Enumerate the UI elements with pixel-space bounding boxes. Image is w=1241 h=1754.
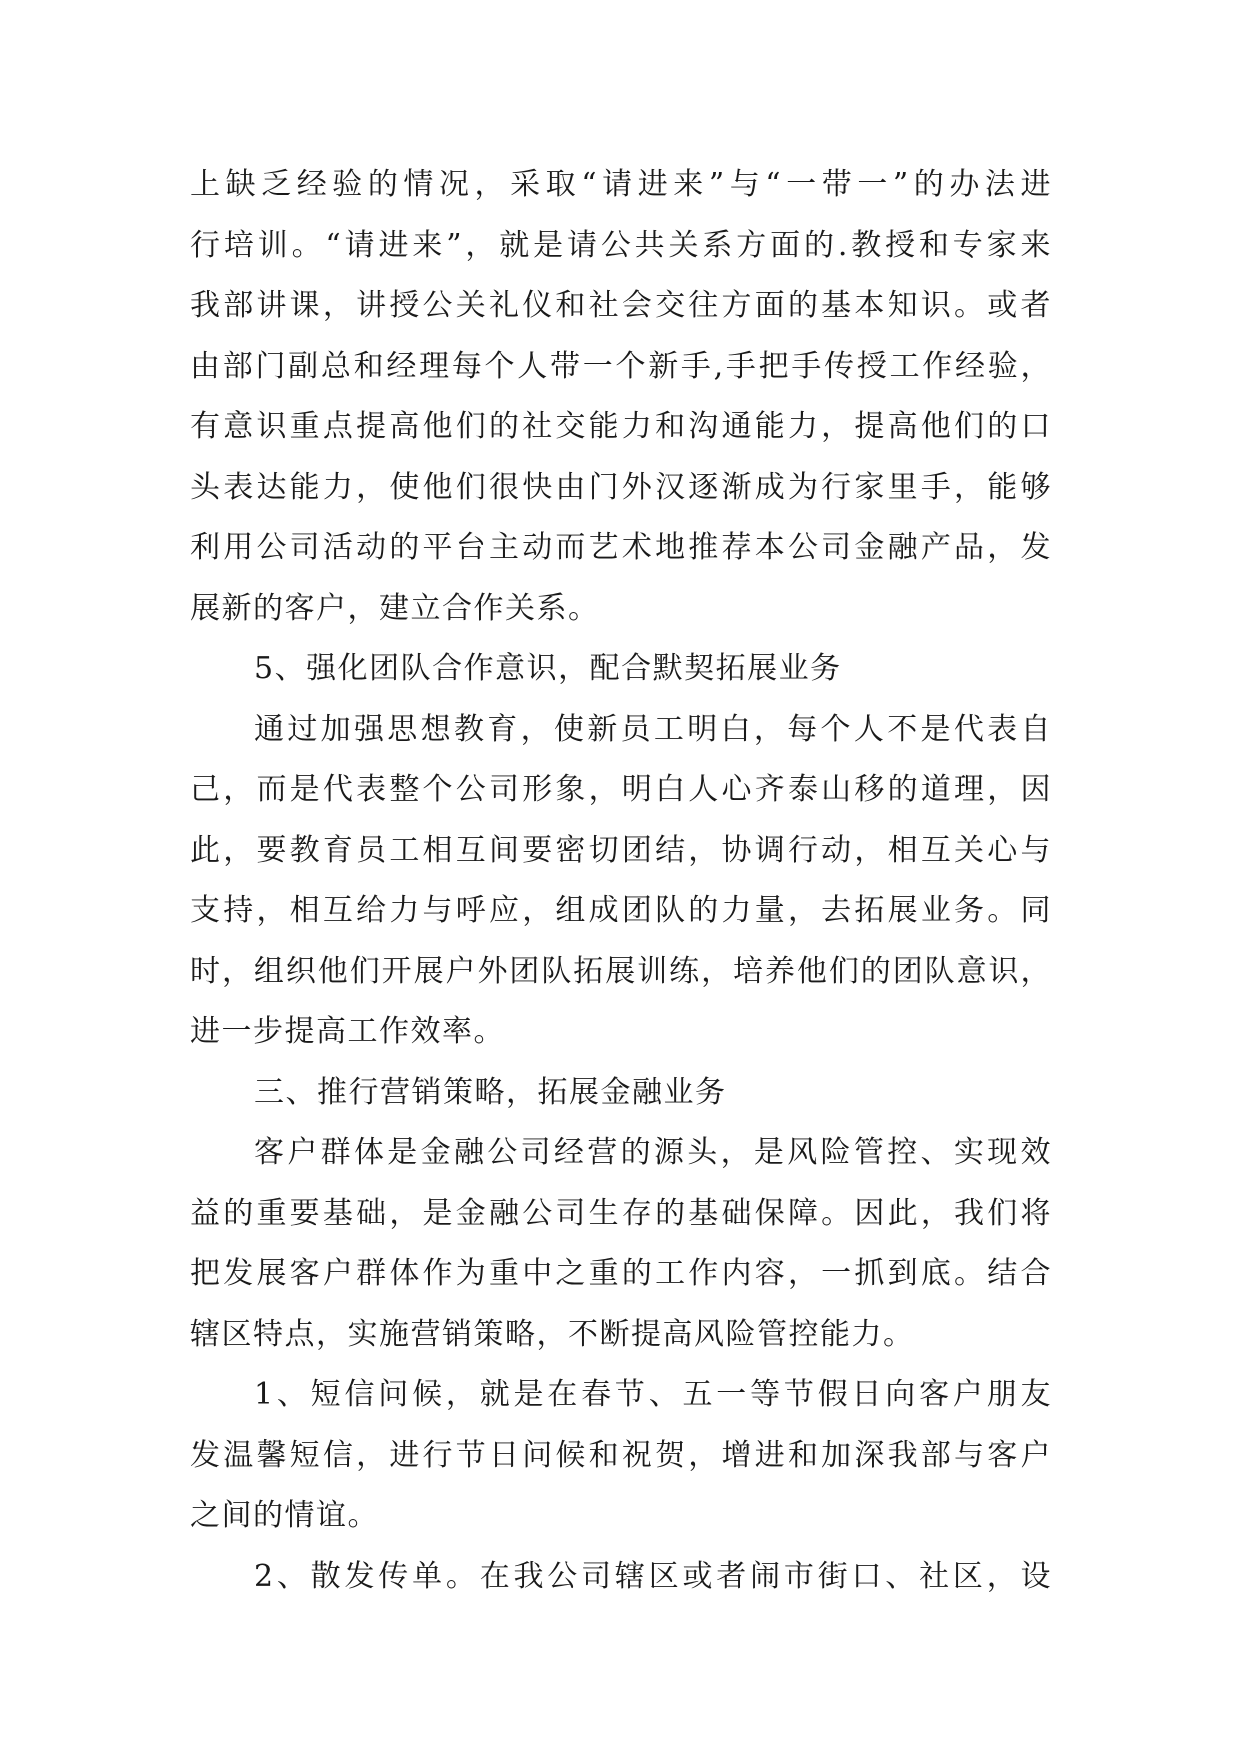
text-line: 利用公司活动的平台主动而艺术地推荐本公司金融产品，发 bbox=[190, 530, 1052, 565]
text-line: 由部门副总和经理每个人带一个新手,手把手传授工作经验， bbox=[190, 348, 1052, 384]
text-line: 发温馨短信，进行节日问候和祝贺，增进和加深我部与客户 bbox=[190, 1437, 1052, 1473]
text-line: 2、散发传单。在我公司辖区或者闹市街口、社区，设 bbox=[254, 1558, 1052, 1594]
text-line: 进一步提高工作效率。 bbox=[190, 1014, 505, 1049]
text-line: 时，组织他们开展户外团队拓展训练，培养他们的团队意识， bbox=[190, 953, 1052, 989]
text-line: 己，而是代表整个公司形象，明白人心齐泰山移的道理，因 bbox=[190, 772, 1052, 807]
text-line: 三、推行营销策略，拓展金融业务 bbox=[254, 1074, 727, 1110]
text-line: 辖区特点，实施营销策略，不断提高风险管控能力。 bbox=[190, 1316, 915, 1352]
text-line: 有意识重点提高他们的社交能力和沟通能力，提高他们的口 bbox=[190, 409, 1052, 444]
text-line: 上缺乏经验的情况，采取“请进来”与“一带一”的办法进 bbox=[190, 167, 1052, 202]
text-line: 客户群体是金融公司经营的源头，是风险管控、实现效 bbox=[254, 1135, 1052, 1170]
text-line: 支持，相互给力与呼应，组成团队的力量，去拓展业务。同 bbox=[190, 893, 1052, 928]
text-line: 把发展客户群体作为重中之重的工作内容，一抓到底。结合 bbox=[190, 1256, 1052, 1291]
text-line: 此，要教育员工相互间要密切团结，协调行动，相互关心与 bbox=[190, 832, 1052, 868]
text-line: 头表达能力，使他们很快由门外汉逐渐成为行家里手，能够 bbox=[190, 469, 1052, 505]
text-line: 之间的情谊。 bbox=[190, 1498, 379, 1533]
text-line: 1、短信问候，就是在春节、五一等节假日向客户朋友 bbox=[254, 1377, 1052, 1412]
document-body bbox=[190, 155, 1052, 1607]
text-line: 5、强化团队合作意识，配合默契拓展业务 bbox=[254, 651, 842, 686]
text-line: 行培训。“请进来”，就是请公共关系方面的.教授和专家来 bbox=[190, 227, 1052, 263]
text-line: 展新的客户，建立合作关系。 bbox=[190, 590, 600, 626]
text-line: 益的重要基础，是金融公司生存的基础保障。因此，我们将 bbox=[190, 1195, 1052, 1231]
text-line: 我部讲课，讲授公关礼仪和社会交往方面的基本知识。或者 bbox=[190, 288, 1052, 323]
text-line: 通过加强思想教育，使新员工明白，每个人不是代表自 bbox=[254, 711, 1052, 747]
